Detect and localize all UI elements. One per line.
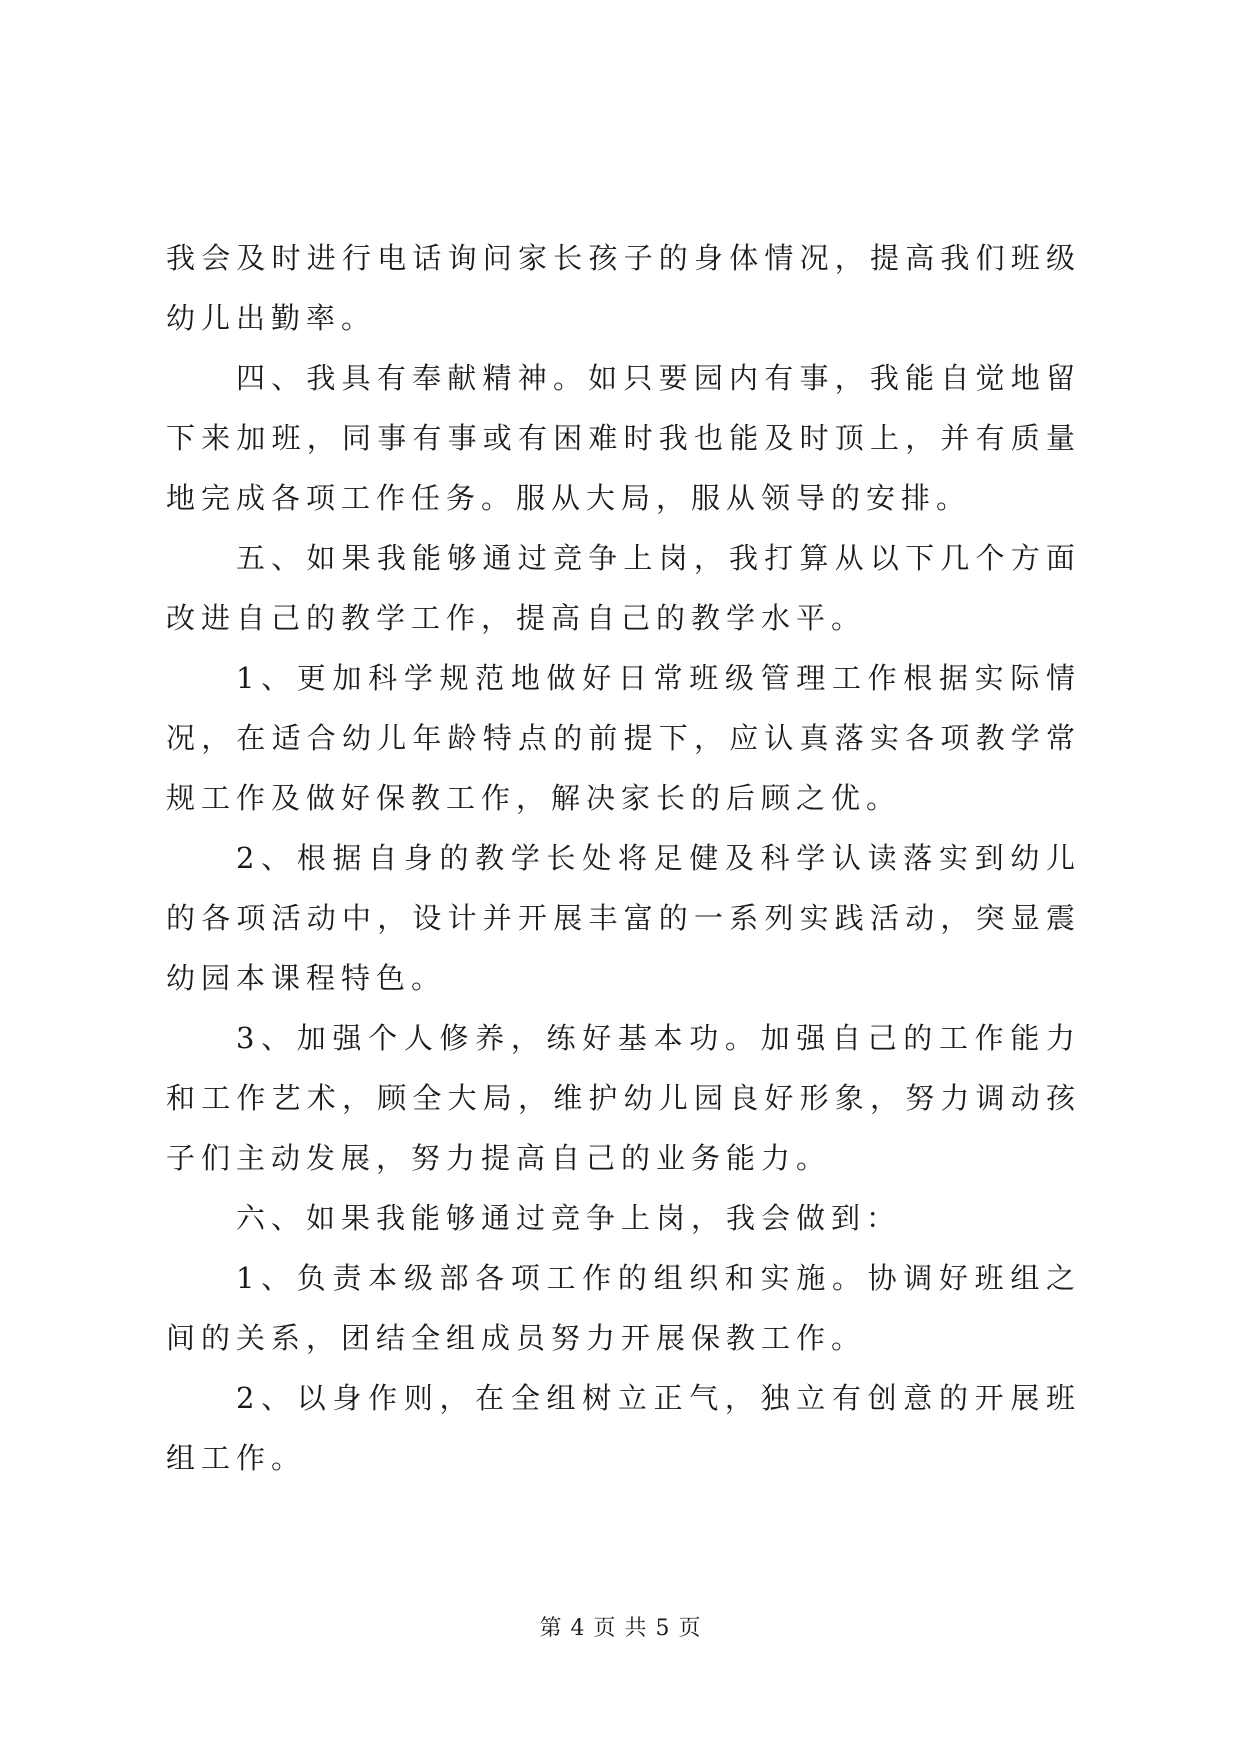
paragraph-item-2: 2、根据自身的教学长处将足健及科学认读落实到幼儿的各项活动中，设计并开展丰富的一系列实践活动，突显震幼园本课程特色。 bbox=[166, 841, 1081, 995]
paragraph-six-item-2: 2、以身作则，在全组树立正气，独立有创意的开展班组工作。 bbox=[166, 1381, 1081, 1475]
paragraph-item-3: 3、加强个人修养，练好基本功。加强自己的工作能力和工作艺术，顾全大局，维护幼儿园良好形象，努力调动孩子们主动发展，努力提高自己的业务能力。 bbox=[166, 1021, 1081, 1175]
paragraph-section-six: 六、如果我能够通过竞争上岗，我会做到： bbox=[236, 1201, 902, 1235]
paragraph-section-four: 四、我具有奉献精神。如只要园内有事，我能自觉地留下来加班，同事有事或有困难时我也能及时顶上，并有质量地完成各项工作任务。服从大局，服从领导的安排。 bbox=[166, 361, 1081, 515]
paragraph-continuation: 我会及时进行电话询问家长孩子的身体情况，提高我们班级幼儿出勤率。 bbox=[166, 241, 1081, 335]
page-number-footer: 第 4 页 共 5 页 bbox=[539, 1616, 702, 1641]
paragraph-item-1: 1、更加科学规范地做好日常班级管理工作根据实际情况，在适合幼儿年龄特点的前提下，应认真落实各项教学常规工作及做好保教工作，解决家长的后顾之优。 bbox=[166, 661, 1081, 815]
paragraph-six-item-1: 1、负责本级部各项工作的组织和实施。协调好班组之间的关系，团结全组成员努力开展保教工作。 bbox=[166, 1261, 1081, 1355]
paragraph-section-five: 五、如果我能够通过竞争上岗，我打算从以下几个方面改进自己的教学工作，提高自己的教学水平。 bbox=[166, 541, 1081, 635]
body-text bbox=[166, 228, 1081, 1488]
